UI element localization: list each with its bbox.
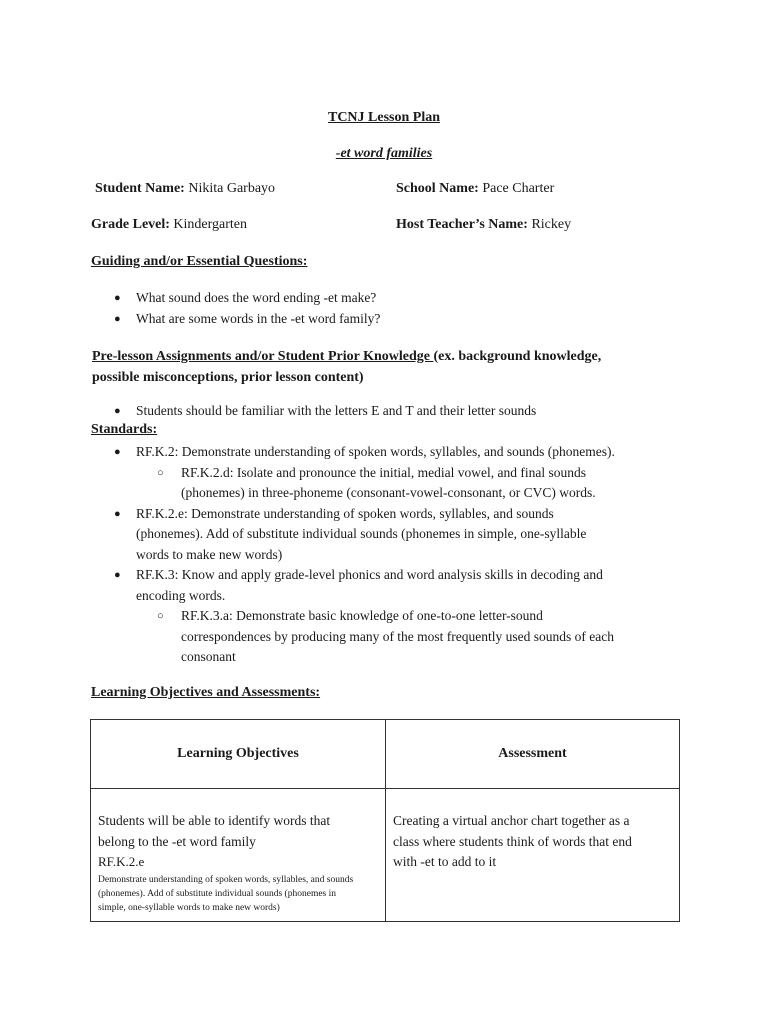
list-item: ○ RF.K.2.d: Isolate and pronounce the initial, medial vowel, and final sounds (phonemes) in three-phoneme (consonant-vowel-consonant, or CVC) words. <box>157 464 596 500</box>
grade-level-label: Grade Level: <box>91 217 170 232</box>
grade-level-field <box>91 217 247 233</box>
school-name-label: School Name: <box>396 181 479 196</box>
list-item: ○ RF.K.3.a: Demonstrate basic knowledge of one-to-one letter-sound correspondences by producing many of the most frequently used sounds of each consonant <box>157 608 615 664</box>
list-item: ● RF.K.3: Know and apply grade-level phonics and word analysis skills in decoding and encoding words. <box>114 567 603 603</box>
assessment-cell: Creating a virtual anchor chart together as a class where students think of words that end with -et to add to it <box>386 789 680 922</box>
prelesson-heading-rest-1: (ex. background knowledge, <box>433 349 602 364</box>
document-subtitle: -et word families <box>335 146 433 161</box>
host-teacher-label: Host Teacher’s Name: <box>396 217 528 232</box>
table-header-row <box>91 720 680 789</box>
standards-heading: Standards: <box>91 422 158 437</box>
list-item: ● RF.K.2: Demonstrate understanding of spoken words, syllables, and sounds (phonemes). <box>114 444 615 459</box>
school-name-field <box>396 181 554 197</box>
student-name-field <box>95 181 275 197</box>
school-name-value: Pace Charter <box>482 181 555 196</box>
prelesson-heading <box>92 346 692 388</box>
student-name-label: Student Name: <box>95 181 185 196</box>
list-item: ● What are some words in the -et word family? <box>114 310 381 326</box>
list-item: ● Students should be familiar with the letters E and T and their letter sounds <box>114 403 537 418</box>
host-teacher-field <box>396 217 571 233</box>
objectives-table <box>90 719 680 922</box>
guiding-questions-list <box>114 288 714 329</box>
objective-cell: Students will be able to identify words that belong to the -et word family RF.K.2.e Demonstrate understanding of spoken words, syllables, and sounds (phonemes). Add of substitute individual sounds (phonemes in simple, one-syllable words to make new words) <box>91 789 386 922</box>
table-row <box>91 789 680 922</box>
list-item: ● What sound does the word ending -et make? <box>114 290 377 305</box>
prelesson-heading-underlined: Pre-lesson Assignments and/or Student Prior Knowledge <box>92 349 434 364</box>
learning-objectives-header: Learning Objectives <box>91 720 386 789</box>
standards-list <box>114 442 734 668</box>
prelesson-heading-rest-2: possible misconceptions, prior lesson content) <box>92 370 364 385</box>
objectives-heading: Learning Objectives and Assessments: <box>91 685 321 700</box>
guiding-questions-heading: Guiding and/or Essential Questions: <box>91 254 308 269</box>
student-name-value: Nikita Garbayo <box>188 181 276 196</box>
list-item: ● RF.K.2.e: Demonstrate understanding of spoken words, syllables, and sounds (phonemes). Add of substitute individual sounds (phonemes in simple, one-syllable words to make new words) <box>114 505 587 562</box>
host-teacher-value: Rickey <box>531 217 572 232</box>
assessment-header: Assessment <box>386 720 680 789</box>
prelesson-list <box>114 401 734 422</box>
document-title: TCNJ Lesson Plan <box>327 110 441 125</box>
grade-level-value: Kindergarten <box>173 217 248 232</box>
